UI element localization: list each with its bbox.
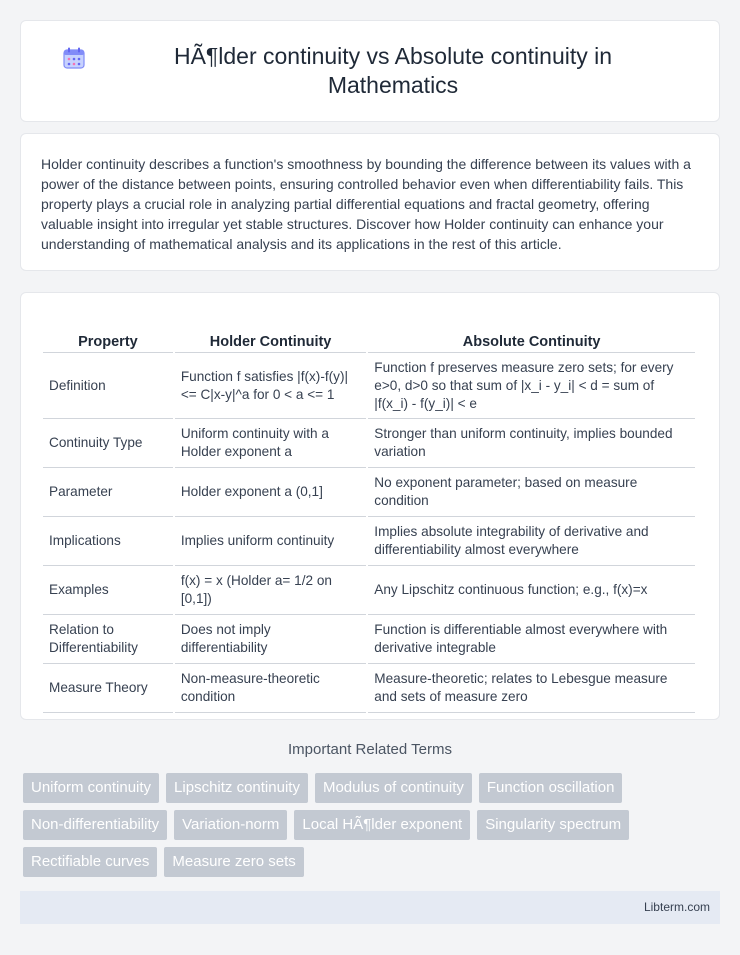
header-card [20, 20, 720, 122]
related-term-tag[interactable]: Measure zero sets [164, 847, 303, 877]
table-cell-absolute: No exponent parameter; based on measure condition [368, 468, 695, 517]
table-cell-property: Examples [43, 566, 173, 615]
table-row [43, 664, 695, 713]
footer [20, 891, 720, 924]
intro-paragraph: Holder continuity describes a function's smoothness by bounding the difference between its values with a power of the distance between points, ensuring controlled behavior even when differentiability fails. This property plays a crucial role in analyzing partial differential equations and fractal geometry, offering valuable insight into irregular yet stable structures. Discover how Holder continuity can enhance your understanding of mathematical analysis and its applications in the rest of this article. [41, 156, 691, 252]
table-row [43, 468, 695, 517]
related-term-tag[interactable]: Uniform continuity [23, 773, 159, 803]
related-term-tag[interactable]: Singularity spectrum [477, 810, 629, 840]
column-header-property: Property [43, 309, 173, 353]
table-row [43, 419, 695, 468]
table-row [43, 566, 695, 615]
table-cell-property: Parameter [43, 468, 173, 517]
calendar-icon [61, 45, 87, 71]
table-cell-holder: Holder exponent a (0,1] [175, 468, 366, 517]
table-cell-absolute: Function is differentiable almost everywhere with derivative integrable [368, 615, 695, 664]
table-cell-absolute: Implies absolute integrability of derivative and differentiability almost everywhere [368, 517, 695, 566]
table-cell-holder: Non-measure-theoretic condition [175, 664, 366, 713]
column-header-holder: Holder Continuity [175, 309, 366, 353]
related-terms-heading: Important Related Terms [288, 741, 452, 758]
table-cell-holder: f(x) = x (Holder a= 1/2 on [0,1]) [175, 566, 366, 615]
table-cell-property: Definition [43, 353, 173, 419]
related-terms-list [23, 773, 723, 877]
comparison-card [20, 292, 720, 720]
table-cell-holder: Uniform continuity with a Holder exponent a [175, 419, 366, 468]
footer-site-link[interactable]: Libterm.com [643, 900, 710, 914]
comparison-table [41, 309, 697, 713]
table-row [43, 615, 695, 664]
table-header-row [43, 309, 695, 353]
table-cell-absolute: Function f preserves measure zero sets; for every e>0, d>0 so that sum of |x_i - y_i| < d = sum of |f(x_i) - f(y_i)| < e [368, 353, 695, 419]
related-term-tag[interactable]: Rectifiable curves [23, 847, 157, 877]
related-term-tag[interactable]: Local HÃ¶lder exponent [294, 810, 470, 840]
intro-card [20, 133, 720, 271]
table-row [43, 353, 695, 419]
related-term-tag[interactable]: Non-differentiability [23, 810, 167, 840]
table-row [43, 517, 695, 566]
table-cell-holder: Implies uniform continuity [175, 517, 366, 566]
table-cell-absolute: Any Lipschitz continuous function; e.g., f(x)=x [368, 566, 695, 615]
related-term-tag[interactable]: Variation-norm [174, 810, 287, 840]
column-header-absolute: Absolute Continuity [368, 309, 695, 353]
related-term-tag[interactable]: Modulus of continuity [315, 773, 472, 803]
table-cell-property: Relation to Differentiability [43, 615, 173, 664]
table-cell-holder: Does not imply differentiability [175, 615, 366, 664]
table-cell-absolute: Stronger than uniform continuity, implies bounded variation [368, 419, 695, 468]
table-cell-absolute: Measure-theoretic; relates to Lebesgue measure and sets of measure zero [368, 664, 695, 713]
table-cell-property: Continuity Type [43, 419, 173, 468]
table-cell-holder: Function f satisfies |f(x)-f(y)| <= C|x-y|^a for 0 < a <= 1 [175, 353, 366, 419]
table-cell-property: Implications [43, 517, 173, 566]
related-term-tag[interactable]: Function oscillation [479, 773, 623, 803]
related-term-tag[interactable]: Lipschitz continuity [166, 773, 308, 803]
table-cell-property: Measure Theory [43, 664, 173, 713]
page-title: HÃ¶lder continuity vs Absolute continuity in Mathematics [173, 43, 613, 98]
